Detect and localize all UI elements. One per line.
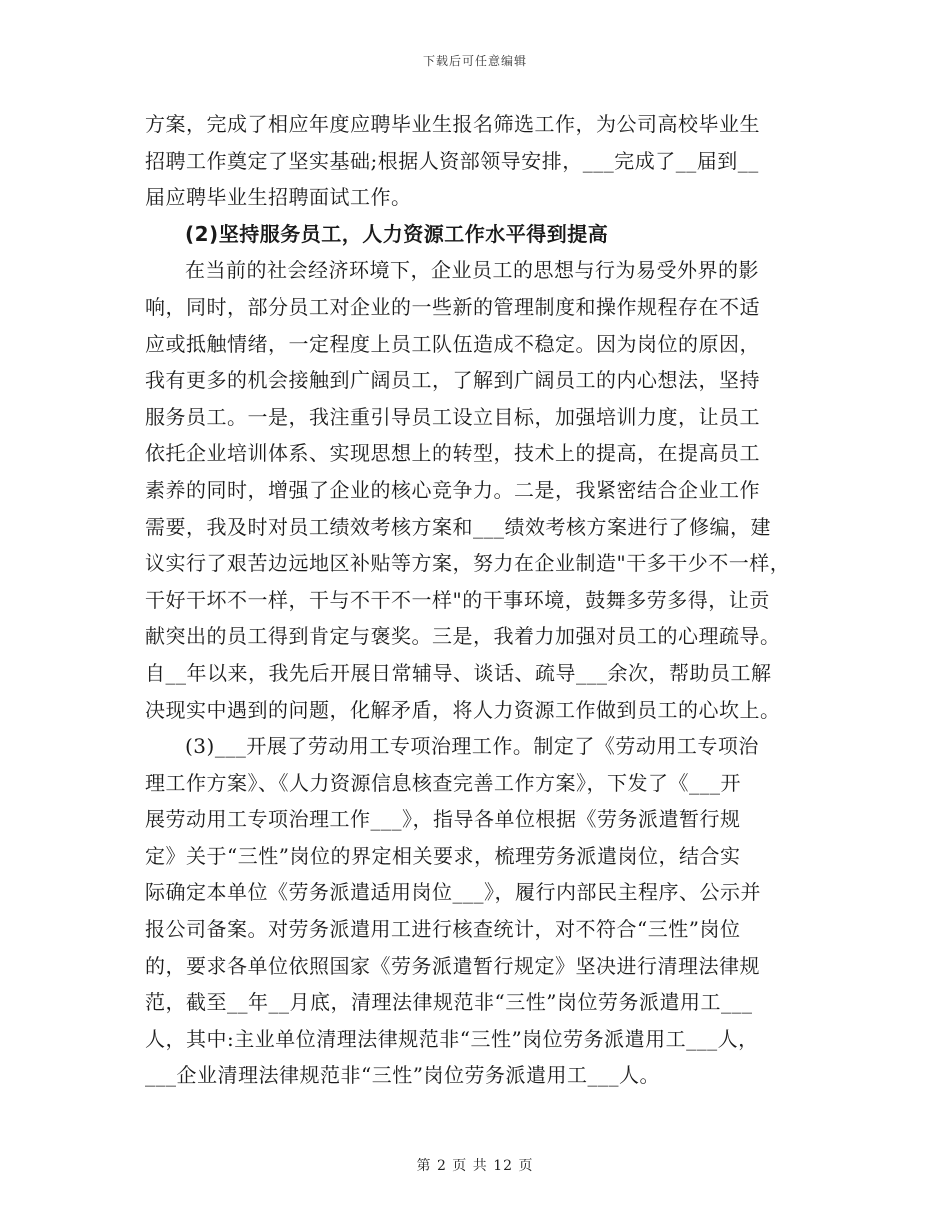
text-line: 献突出的员工得到肯定与褒奖。三是，我着力加强对员工的心理疏导。 <box>145 624 781 649</box>
text-line: 应或抵触情绪，一定程度上员工队伍造成不稳定。因为岗位的原因， <box>145 331 760 356</box>
text-line: 招聘工作奠定了坚实基础;根据人资部领导安排，___完成了__届到__ <box>145 148 759 173</box>
text-line: 响，同时，部分员工对企业的一些新的管理制度和操作规程存在不适 <box>145 294 760 319</box>
text-line: (3)___开展了劳动用工专项治理工作。制定了《劳动用工专项治 <box>185 734 759 759</box>
text-line: 际确定本单位《劳务派遣适用岗位___》，履行内部民主程序、公示并 <box>145 880 761 905</box>
text-line: 需要，我及时对员工绩效考核方案和___绩效考核方案进行了修编，建 <box>145 514 771 539</box>
text-line: 范，截至__年__月底，清理法律规范非“三性”岗位劳务派遣用工___ <box>145 990 753 1015</box>
page-header-note: 下载后可任意编辑 <box>422 54 527 68</box>
text-line: 决现实中遇到的问题，化解矛盾，将人力资源工作做到员工的心坎上。 <box>145 697 781 722</box>
section-heading: (2)坚持服务员工，人力资源工作水平得到提高 <box>185 221 609 246</box>
text-line: 自__年以来，我先后开展日常辅导、谈话、疏导___余次，帮助员工解 <box>145 660 772 685</box>
document-body <box>145 106 807 1094</box>
text-line: 素养的同时，增强了企业的核心竞争力。二是，我紧密结合企业工作 <box>145 477 760 502</box>
text-line: 依托企业培训体系、实现思想上的转型，技术上的提高，在提高员工 <box>145 441 760 466</box>
text-line: 在当前的社会经济环境下，企业员工的思想与行为易受外界的影 <box>185 258 759 283</box>
text-line: 人，其中:主业单位清理法律规范非“三性”岗位劳务派遣用工___人， <box>145 1026 759 1051</box>
text-line: 议实行了艰苦边远地区补贴等方案，努力在企业制造"干多干少不一样， <box>145 551 791 576</box>
text-line: 展劳动用工专项治理工作___》，指导各单位根据《劳务派遣暂行规 <box>145 807 741 832</box>
text-line: 干好干坏不一样，干与不干不一样"的干事环境，鼓舞多劳多得，让贡 <box>145 587 770 612</box>
text-line: 定》关于“三性”岗位的界定相关要求，梳理劳务派遣岗位，结合实 <box>145 843 741 868</box>
text-line: 届应聘毕业生招聘面试工作。 <box>145 185 412 210</box>
text-line: 我有更多的机会接触到广阔员工，了解到广阔员工的内心想法，坚持 <box>145 368 760 393</box>
text-line: 的，要求各单位依照国家《劳务派遣暂行规定》坚决进行清理法律规 <box>145 953 760 978</box>
page-footer: 第 2 页 共 12 页 <box>416 1158 534 1174</box>
text-line: 理工作方案》、《人力资源信息核查完善工作方案》，下发了《___开 <box>145 770 741 795</box>
text-line: 方案，完成了相应年度应聘毕业生报名筛选工作，为公司高校毕业生 <box>145 112 760 136</box>
text-line: ___企业清理法律规范非“三性”岗位劳务派遣用工___人。 <box>145 1063 660 1088</box>
text-line: 报公司备案。对劳务派遣用工进行核查统计，对不符合“三性”岗位 <box>145 917 741 942</box>
text-line: 服务员工。一是，我注重引导员工设立目标，加强培训力度，让员工 <box>145 404 760 429</box>
